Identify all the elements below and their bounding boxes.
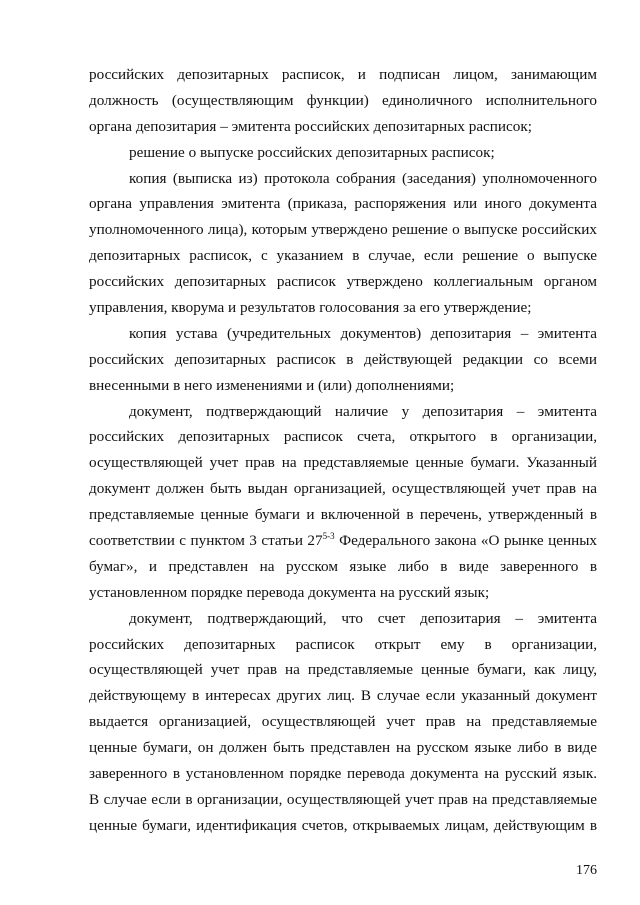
text-line: осуществляющей учет прав на представляемые ценные бумаги, как лицу, [89, 661, 597, 679]
text-line: российских депозитарных расписок в действующей редакции со всеми [89, 350, 597, 368]
text-line: решение о выпуске российских депозитарных расписок; [129, 143, 495, 161]
text-segment: соответствии с пунктом 3 статьи 27 [89, 532, 323, 550]
text-line: бумаг», и представлен на русском языке либо в виде заверенного в [89, 557, 597, 575]
text-line: российских депозитарных расписок открыт ему в организации, [89, 635, 597, 653]
text-line: действующему в интересах других лиц. В случае если указанный документ [89, 687, 597, 705]
text-line: документ, подтверждающий наличие у депозитария – эмитента [129, 402, 597, 420]
text-line: должность (осуществляющим функции) единоличного исполнительного [89, 91, 597, 109]
text-line: выдается организацией, осуществляющей учет прав на представляемые [89, 713, 597, 731]
text-segment: Федерального закона «О рынке ценных [334, 532, 597, 550]
body-text [89, 62, 597, 839]
text-line: документ должен быть выдан организацией, осуществляющей учет прав на [89, 480, 597, 498]
text-line: ценные бумаги, идентификация счетов, открываемых лицам, действующим в [89, 816, 597, 834]
text-line: копия (выписка из) протокола собрания (заседания) уполномоченного [129, 169, 597, 187]
text-line: российских депозитарных расписок утверждено коллегиальным органом [89, 273, 597, 291]
footnote-superscript: 5-3 [322, 531, 335, 542]
text-line: внесенными в него изменениями и (или) дополнениями; [89, 376, 455, 394]
text-line: установленном порядке перевода документа на русский язык; [89, 583, 490, 601]
text-line: управления, кворума и результатов голосования за его утверждение; [89, 299, 532, 317]
text-line: депозитарных расписок, с указанием в случае, если решение о выпуске [89, 247, 597, 265]
text-line: осуществляющей учет прав на представляемые ценные бумаги. Указанный [89, 454, 597, 472]
page-number: 176 [576, 863, 597, 878]
text-line: российских депозитарных расписок счета, открытого в организации, [89, 428, 597, 446]
text-line: представляемые ценные бумаги и включенной в перечень, утвержденный в [89, 506, 597, 524]
text-line [89, 528, 597, 554]
text-line: российских депозитарных расписок, и подписан лицом, занимающим [89, 66, 597, 83]
text-line: документ, подтверждающий, что счет депозитария – эмитента [129, 609, 597, 627]
text-line: ценные бумаги, он должен быть представлен на русском языке либо в виде [89, 739, 597, 757]
text-line: копия устава (учредительных документов) депозитария – эмитента [129, 324, 597, 342]
text-line: В случае если в организации, осуществляющей учет прав на представляемые [89, 790, 597, 808]
text-line: заверенного в установленном порядке перевода документа на русский язык. [89, 765, 597, 783]
text-line: уполномоченного лица), которым утверждено решение о выпуске российских [89, 221, 597, 239]
text-line: органа депозитария – эмитента российских депозитарных расписок; [89, 117, 532, 135]
text-line: органа управления эмитента (приказа, распоряжения или иного документа [89, 195, 597, 213]
